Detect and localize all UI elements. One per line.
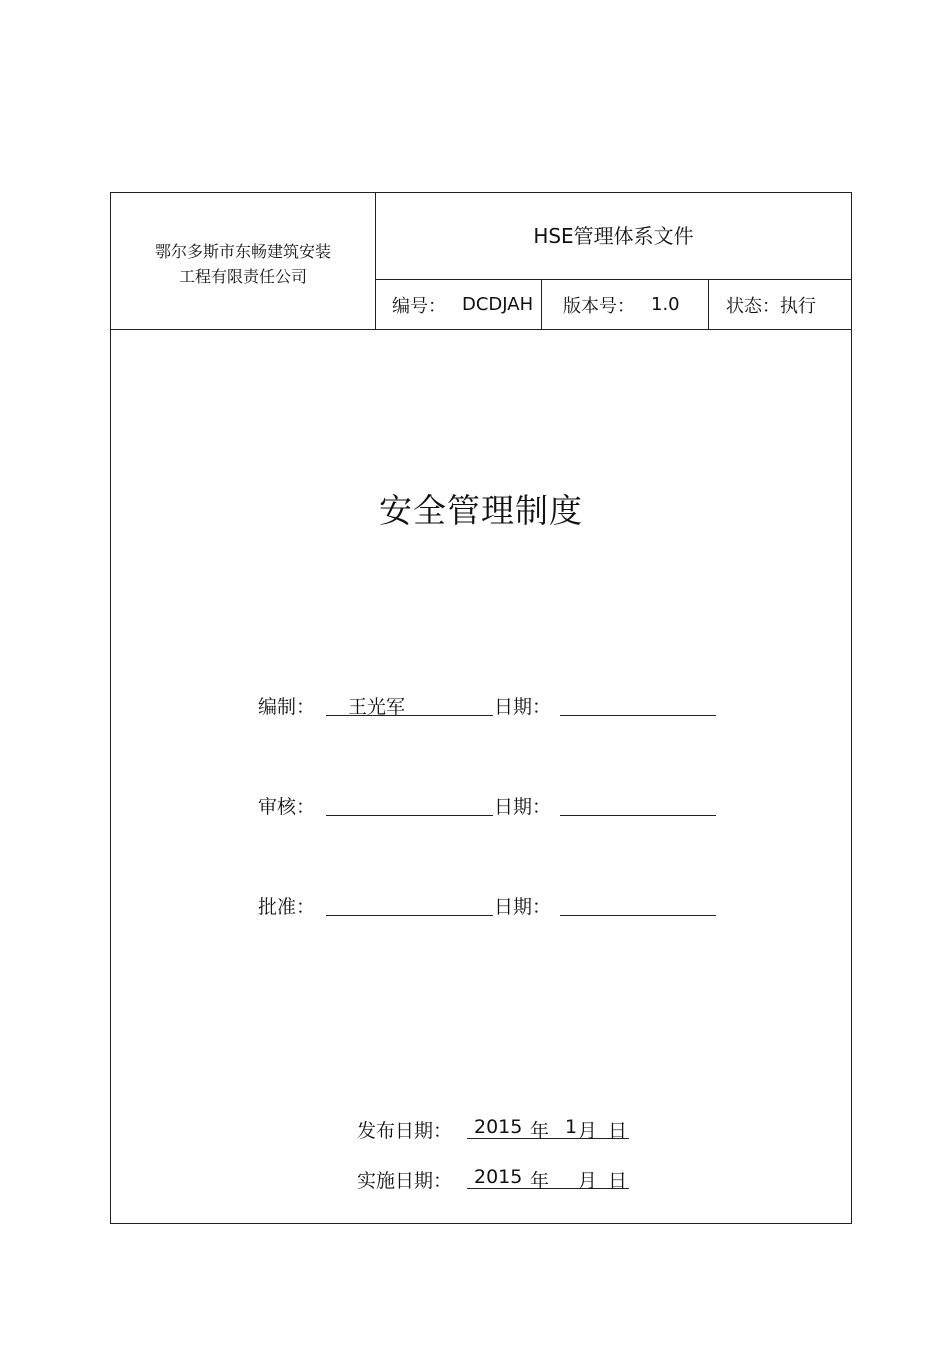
publish-month-unit: 月 xyxy=(578,1120,598,1142)
approved-date-label: 日期： xyxy=(494,896,552,918)
publish-date-line xyxy=(467,1116,629,1142)
status-cell xyxy=(709,280,851,329)
implement-month-unit: 月 xyxy=(578,1170,598,1192)
document-number-value: DCDJAH xyxy=(462,294,534,315)
implement-year: 2015 xyxy=(474,1166,523,1188)
document-number-cell xyxy=(376,280,542,329)
status-value: 执行 xyxy=(780,295,816,317)
version-cell xyxy=(542,280,709,329)
document-title: 安全管理制度 xyxy=(379,491,583,530)
reviewed-date-label: 日期： xyxy=(494,796,552,818)
prepared-by-label: 编制： xyxy=(258,696,316,718)
meta-row xyxy=(376,280,851,329)
version-value: 1.0 xyxy=(651,294,680,315)
approved-date-line xyxy=(560,892,716,916)
system-title: HSE管理体系文件 xyxy=(376,193,851,280)
implement-year-unit: 年 xyxy=(530,1170,550,1192)
reviewed-by-label: 审核： xyxy=(258,796,316,818)
reviewed-date-line xyxy=(560,792,716,816)
prepared-by-name: 王光军 xyxy=(348,696,406,718)
reviewed-by-line xyxy=(326,792,493,816)
company-name-cell xyxy=(111,193,376,329)
prepared-date-label: 日期： xyxy=(494,696,552,718)
status-label: 状态： xyxy=(726,295,780,317)
publish-month: 1 xyxy=(565,1116,578,1138)
publish-date-label: 发布日期： xyxy=(357,1120,453,1142)
prepared-date-line xyxy=(560,692,716,716)
implement-date-line xyxy=(467,1166,629,1192)
header-table xyxy=(111,193,851,330)
implement-day-unit: 日 xyxy=(608,1170,628,1192)
approved-by-line xyxy=(326,892,493,916)
prepared-by-line xyxy=(326,692,493,716)
approved-by-label: 批准： xyxy=(258,896,316,918)
publish-day-unit: 日 xyxy=(608,1120,628,1142)
publish-year-unit: 年 xyxy=(530,1120,550,1142)
implement-date-label: 实施日期： xyxy=(357,1170,453,1192)
company-name-line1: 鄂尔多斯市东畅建筑安装 xyxy=(154,242,331,261)
publish-year: 2015 xyxy=(474,1116,523,1138)
version-label: 版本号： xyxy=(563,295,635,317)
company-name-line2: 工程有限责任公司 xyxy=(178,267,307,286)
document-frame xyxy=(110,192,852,1224)
document-number-label: 编号： xyxy=(392,295,446,317)
